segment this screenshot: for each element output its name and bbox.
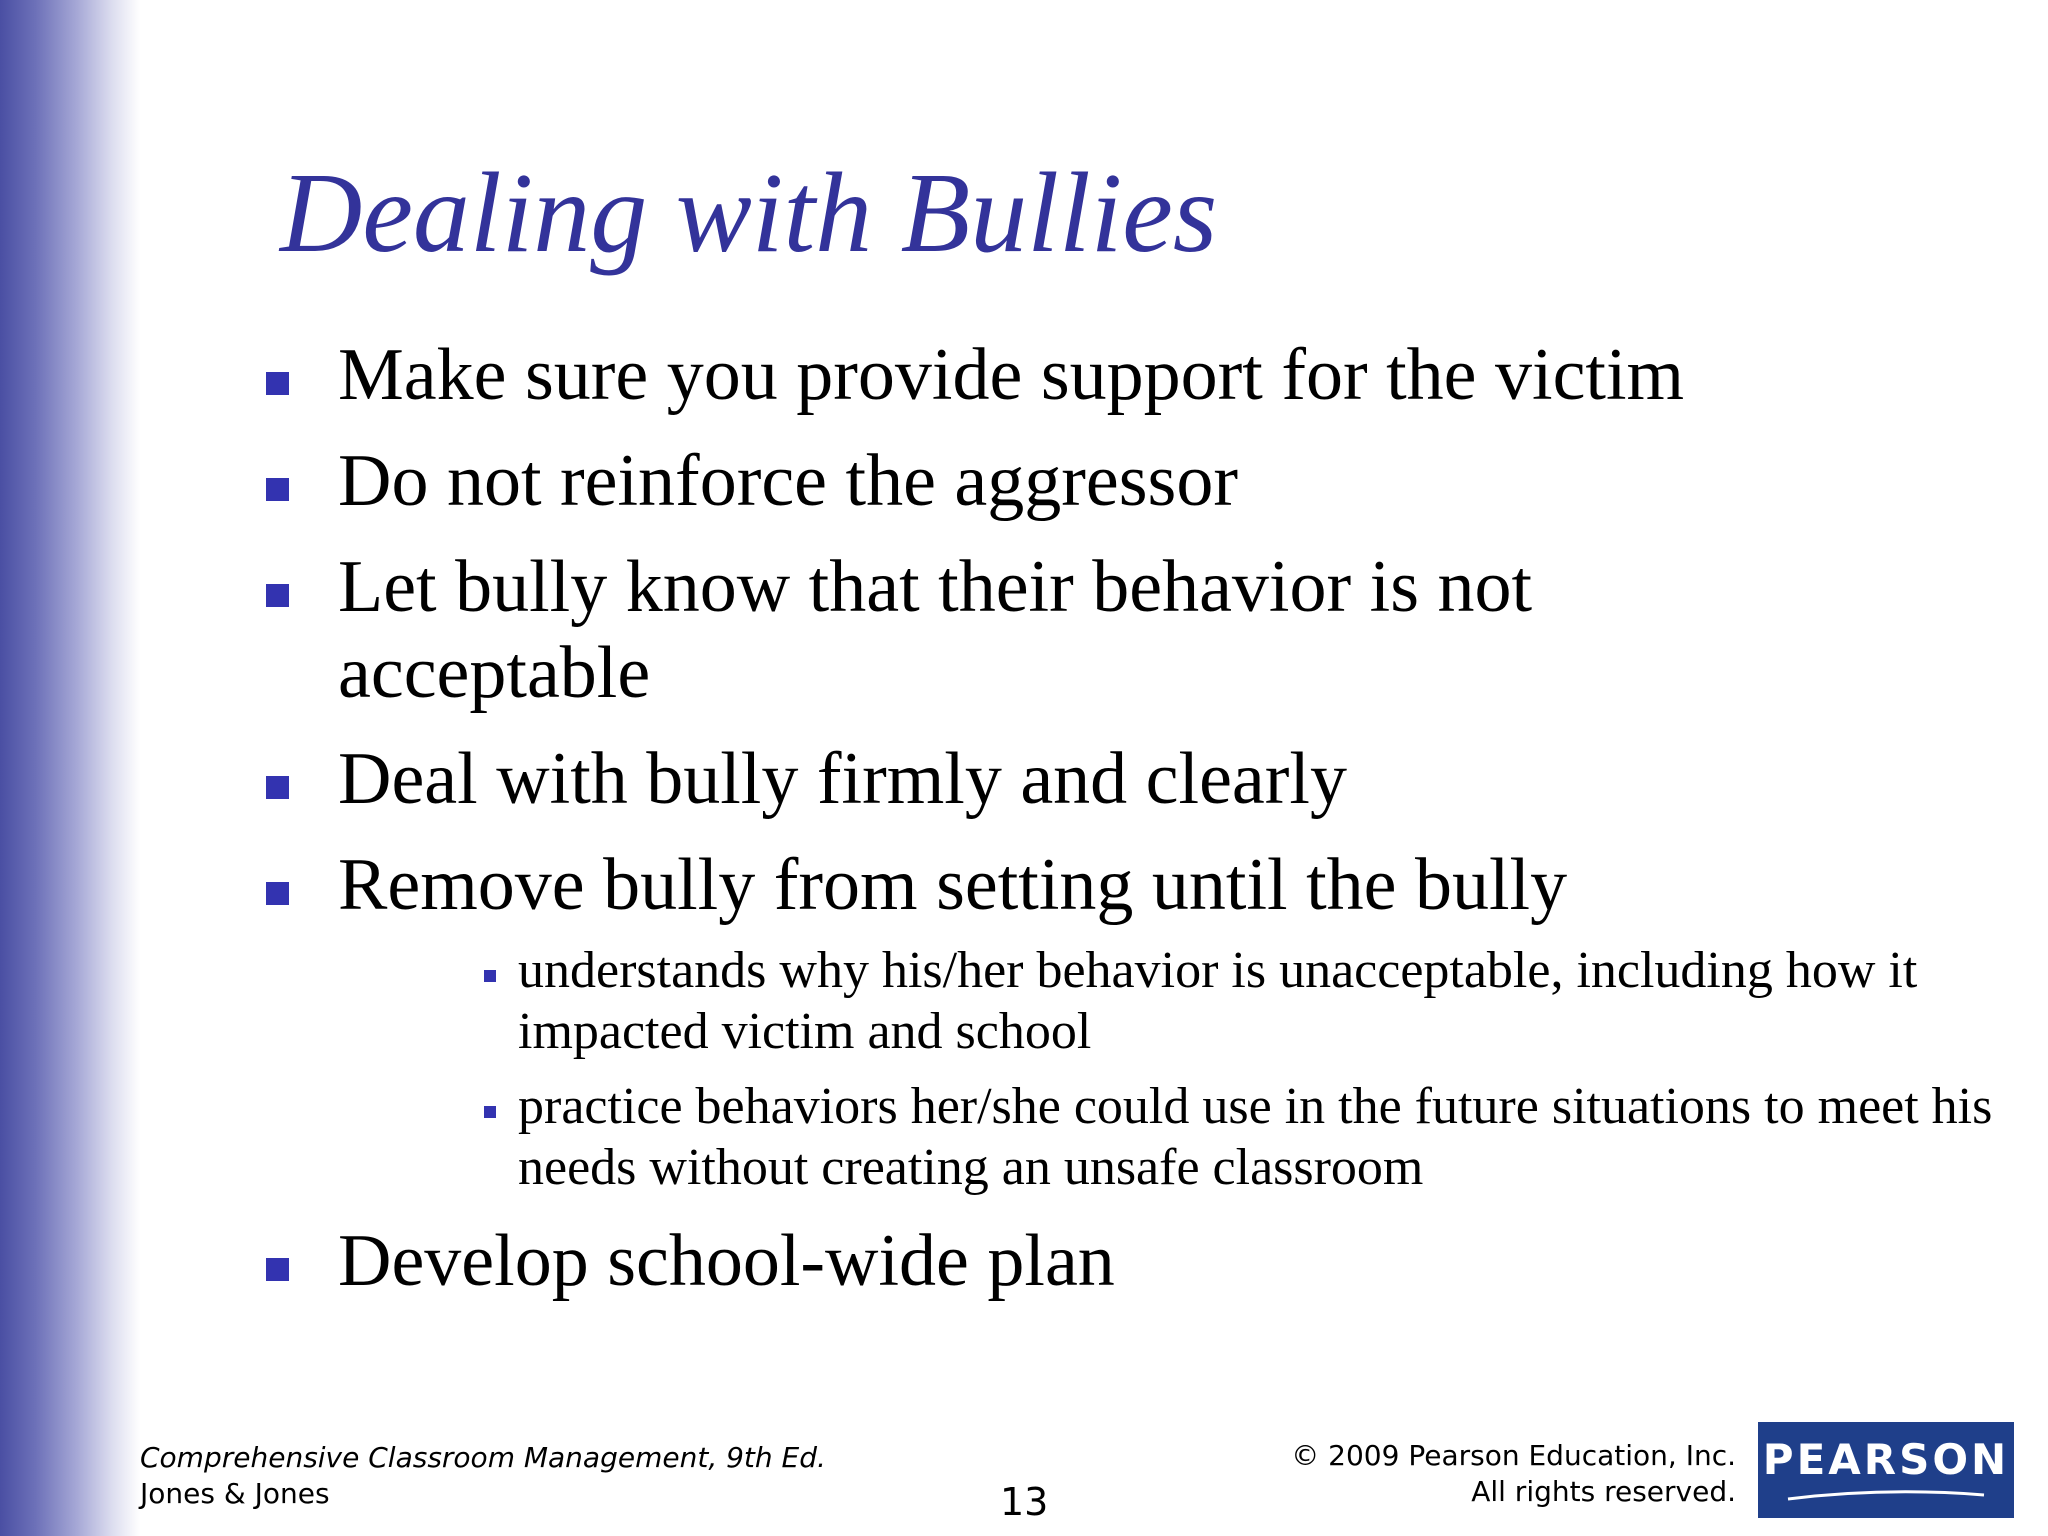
logo-text: PEARSON	[1762, 1435, 2010, 1484]
book-title: Comprehensive Classroom Management, 9th Ed.	[140, 1441, 826, 1474]
bullet-text: Make sure you provide support for the victim	[338, 334, 1685, 416]
bullet-item	[262, 842, 2002, 1198]
bullet-item	[262, 438, 2002, 524]
bullet-item	[262, 736, 2002, 822]
bullet-text: Deal with bully firmly and clearly	[338, 738, 1347, 820]
rights-text: All rights reserved.	[1471, 1475, 1736, 1508]
logo-swoosh-icon	[1786, 1489, 1986, 1501]
small-square-bullet-icon	[484, 1106, 496, 1118]
sub-bullet-text: understands why his/her behavior is unacceptable, including how it impacted victim and school	[518, 942, 1918, 1060]
bullet-item	[262, 544, 1688, 716]
bullet-item	[262, 1218, 2002, 1304]
footer-citation	[140, 1440, 826, 1512]
bullet-text: Develop school-wide plan	[338, 1220, 1115, 1302]
bullet-text: Remove bully from setting until the bully	[338, 844, 1568, 926]
bullet-item	[262, 332, 2002, 418]
square-bullet-icon	[266, 1258, 289, 1281]
bullet-text: Let bully know that their behavior is not acceptable	[338, 546, 1533, 714]
left-gradient-band	[0, 0, 140, 1536]
sub-bullet-item	[338, 940, 2002, 1062]
page-number: 13	[1000, 1480, 1049, 1524]
square-bullet-icon	[266, 776, 289, 799]
sub-bullet-list	[338, 940, 2002, 1198]
sub-bullet-text: practice behaviors her/she could use in the future situations to meet his needs without creating an unsafe classroom	[518, 1078, 1993, 1196]
pearson-logo	[1758, 1422, 2014, 1518]
square-bullet-icon	[266, 372, 289, 395]
sub-bullet-item	[338, 1076, 2002, 1198]
small-square-bullet-icon	[484, 970, 496, 982]
square-bullet-icon	[266, 584, 289, 607]
copyright-text: © 2009 Pearson Education, Inc.	[1291, 1439, 1736, 1472]
bullet-list	[262, 332, 2002, 1324]
bullet-text: Do not reinforce the aggressor	[338, 440, 1238, 522]
square-bullet-icon	[266, 882, 289, 905]
square-bullet-icon	[266, 478, 289, 501]
footer-copyright	[1291, 1438, 1736, 1510]
slide-title: Dealing with Bullies	[280, 149, 1218, 276]
book-authors: Jones & Jones	[140, 1477, 330, 1510]
